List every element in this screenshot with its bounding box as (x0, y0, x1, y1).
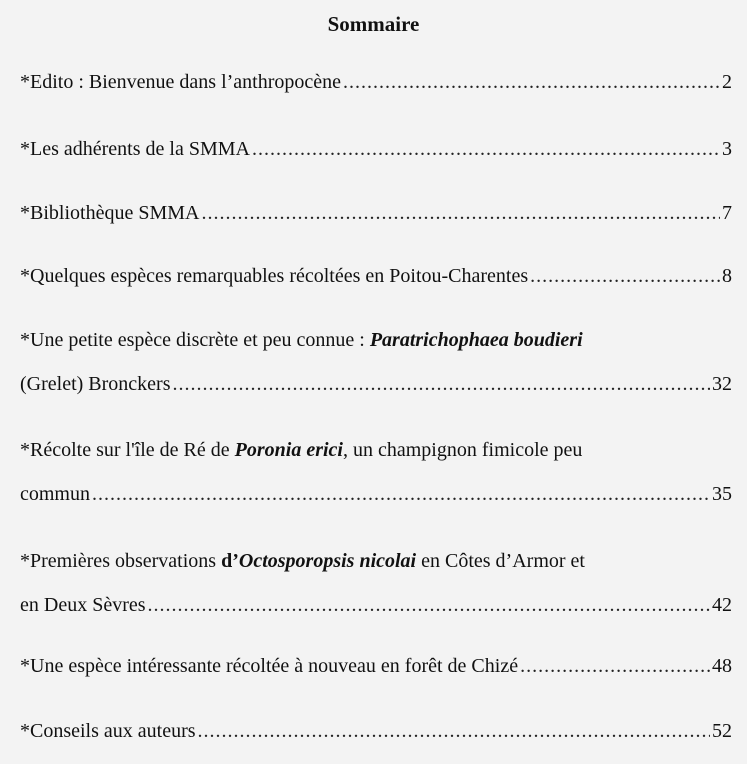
toc-entry-title: *Edito : Bienvenue dans l’anthropocène (20, 71, 342, 93)
toc-entry[interactable] (20, 264, 732, 288)
dot-leader (343, 70, 720, 94)
dot-leader (201, 201, 720, 225)
toc-entry-title: *Une espèce intéressante récoltée à nouveau en forêt de Chizé (20, 655, 519, 677)
toc-page-number: 42 (712, 594, 732, 616)
toc-entry-title-continued: commun (20, 483, 90, 505)
dot-leader (148, 593, 710, 617)
dot-leader (252, 137, 720, 161)
toc-entry-title: *Bibliothèque SMMA (20, 202, 200, 224)
toc-entry[interactable] (20, 549, 732, 617)
dot-leader (198, 719, 710, 743)
page-title: Sommaire (327, 12, 420, 36)
toc-page-number: 32 (712, 373, 732, 395)
toc-page-number: 7 (722, 202, 732, 224)
toc-entry-title: *Les adhérents de la SMMA (20, 138, 250, 160)
toc-entry[interactable] (20, 201, 732, 225)
toc-page-number: 52 (712, 720, 732, 742)
toc-entry[interactable] (20, 70, 732, 94)
toc-page-number: 2 (722, 71, 732, 93)
toc-entry[interactable] (20, 438, 732, 506)
scientific-name: Paratrichophaea boudieri (369, 329, 583, 351)
toc-entry[interactable] (20, 137, 732, 161)
toc-entry[interactable] (20, 654, 732, 678)
toc-entry[interactable] (20, 719, 732, 743)
toc-entry-title: *Conseils aux auteurs (20, 720, 196, 742)
toc-entry-title-continued: (Grelet) Bronckers (20, 373, 171, 395)
toc-entry-title: *Récolte sur l'île de Ré de (20, 439, 235, 461)
dot-leader (520, 654, 710, 678)
toc-entry[interactable] (20, 328, 732, 396)
toc-entry-title-suffix: en Côtes d’Armor et (416, 550, 585, 572)
toc-entry-title-suffix: , un champignon fimicole peu (343, 439, 583, 461)
toc-page-number: 48 (712, 655, 732, 677)
toc-entry-title-continued: en Deux Sèvres (20, 594, 146, 616)
toc-entry-title: *Une petite espèce discrète et peu connue : (20, 329, 370, 351)
scientific-name: Poronia erici (234, 439, 343, 461)
toc-entry-title: *Quelques espèces remarquables récoltées en Poitou-Charentes (20, 265, 529, 287)
scientific-name: Octosporopsis nicolai (238, 550, 417, 572)
toc-page-number: 8 (722, 265, 732, 287)
toc-entry-title: *Premières observations (20, 550, 222, 572)
dot-leader (530, 264, 720, 288)
dot-leader (92, 482, 710, 506)
toc-entry-bold-prefix: d’ (221, 550, 239, 572)
toc-page-number: 3 (722, 138, 732, 160)
dot-leader (173, 372, 711, 396)
toc-page-number: 35 (712, 483, 732, 505)
